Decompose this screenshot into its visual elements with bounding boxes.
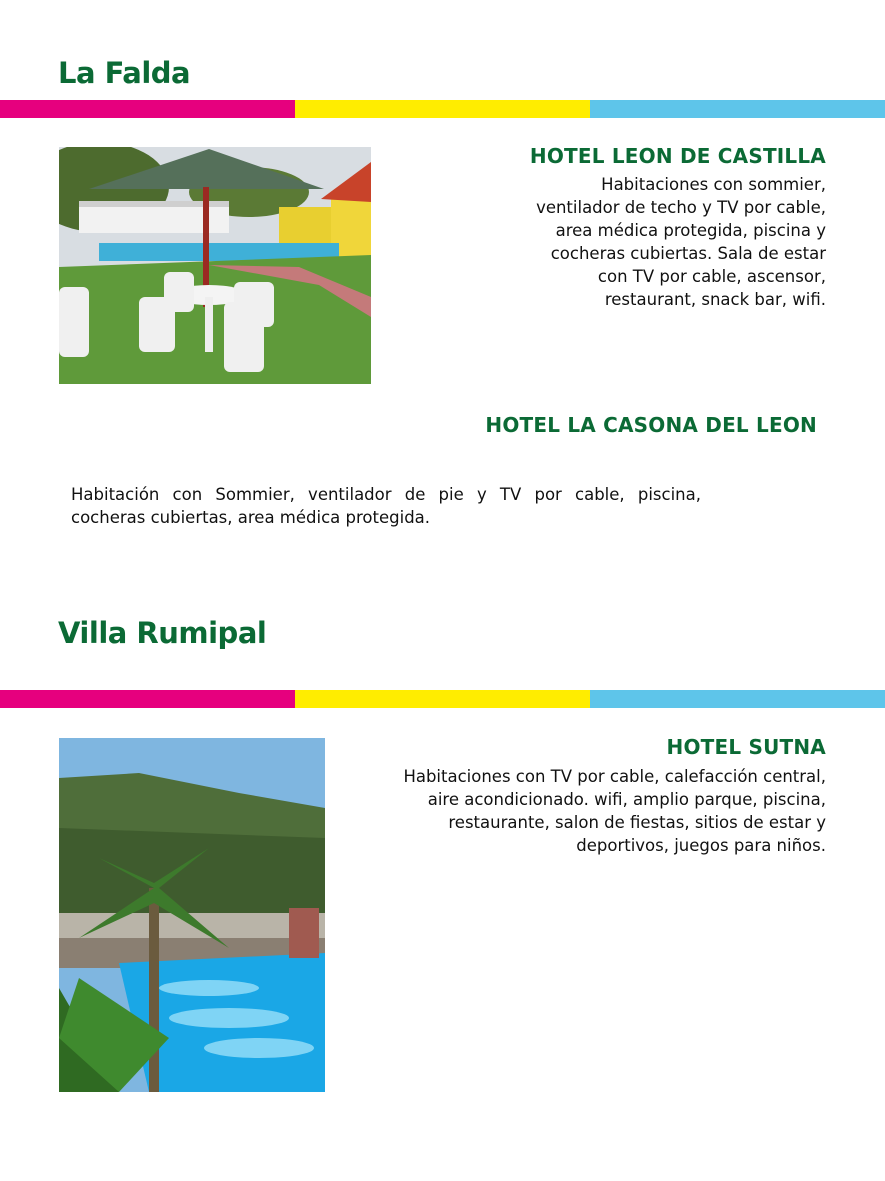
stripe-cyan: [590, 100, 885, 118]
city-title: La Falda: [58, 56, 191, 90]
hotel-name: HOTEL SUTNA: [666, 735, 826, 759]
stripe-magenta: [0, 690, 295, 708]
hotel-name: HOTEL LEON DE CASTILLA: [529, 144, 826, 168]
hotel-description: Habitaciones con sommier, ventilador de techo y TV por cable, area médica protegida, piscina y cocheras cubiertas. Sala de estar con TV por cable, ascensor, restaurant, snack bar, wifi.: [536, 175, 826, 309]
city-title: Villa Rumipal: [58, 616, 267, 650]
pool-palm-trees-photo: [59, 738, 325, 1092]
hotel-name: HOTEL LA CASONA DEL LEON: [485, 413, 817, 437]
color-stripe: [0, 690, 885, 708]
stripe-cyan: [590, 690, 885, 708]
hotel-description: Habitaciones con TV por cable, calefacción central, aire acondicionado. wifi, amplio parque, piscina, restaurante, salon de fiestas, sitios de estar y deportivos, juegos para niños.: [403, 767, 826, 855]
stripe-yellow: [295, 690, 590, 708]
garden-pool-umbrella-photo: [59, 147, 371, 384]
hotel-description: Habitación con Sommier, ventilador de pie y TV por cable, piscina, cocheras cubiertas, area médica protegida.: [71, 485, 701, 527]
stripe-magenta: [0, 100, 295, 118]
stripe-yellow: [295, 100, 590, 118]
color-stripe: [0, 100, 885, 118]
